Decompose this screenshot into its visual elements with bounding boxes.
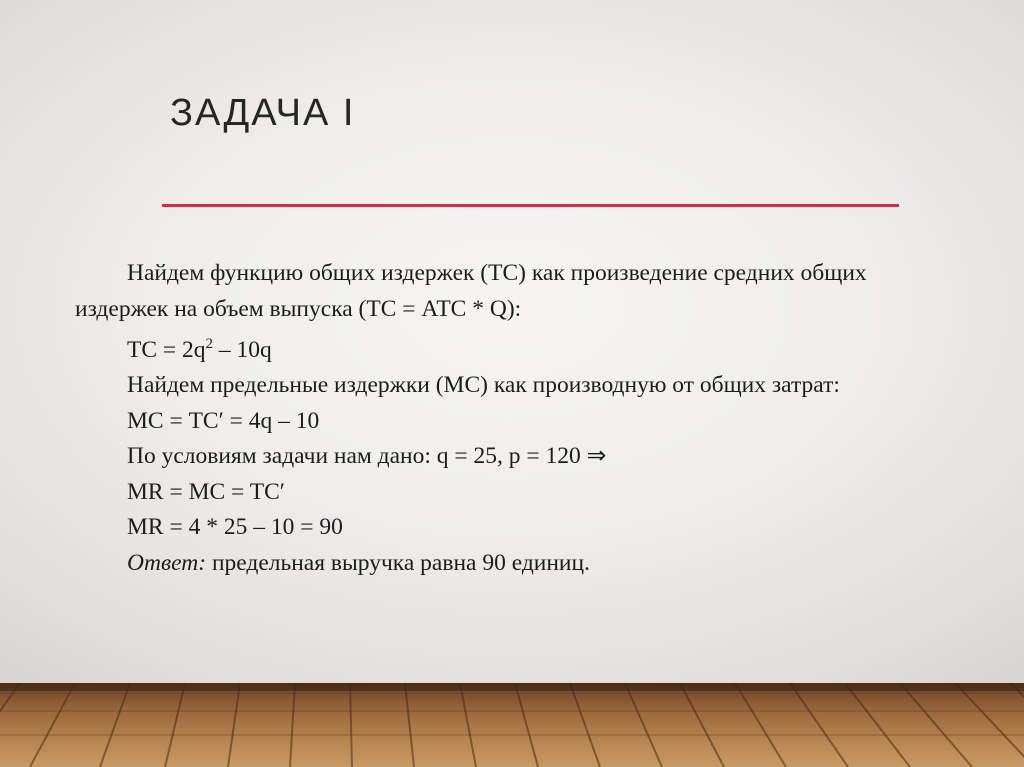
answer-label: Ответ: xyxy=(127,549,207,576)
answer-text: предельная выручка равна 90 единиц. xyxy=(206,549,590,576)
floor-planks xyxy=(0,683,1024,767)
wood-floor xyxy=(0,683,1024,767)
title-divider xyxy=(162,204,899,207)
line-answer xyxy=(75,546,965,582)
line-mr-calc: MR = 4 * 25 – 10 = 90 xyxy=(127,514,343,541)
line-mr-equality: MR = MC = TC′ xyxy=(127,478,285,505)
slide-title: ЗАДАЧА I xyxy=(170,92,356,134)
tc-suffix: – 10q xyxy=(213,336,272,363)
slide-body xyxy=(75,256,965,581)
line-mc-intro: Найдем предельные издержки (МС) как производную от общих затрат: xyxy=(127,372,840,399)
line-intro: Найдем функцию общих издержек (ТС) как произведение средних общих издержек на объем выпуска (ТС = АТС * Q): xyxy=(75,260,867,322)
line-given: По условиям задачи нам дано: q = 25, p = 120 ⇒ xyxy=(127,443,607,470)
line-tc-formula xyxy=(75,327,965,368)
line-mc-formula: МС = ТС′ = 4q – 10 xyxy=(127,407,320,434)
tc-prefix: ТС = 2q xyxy=(127,336,206,363)
tc-exponent: 2 xyxy=(205,336,214,352)
